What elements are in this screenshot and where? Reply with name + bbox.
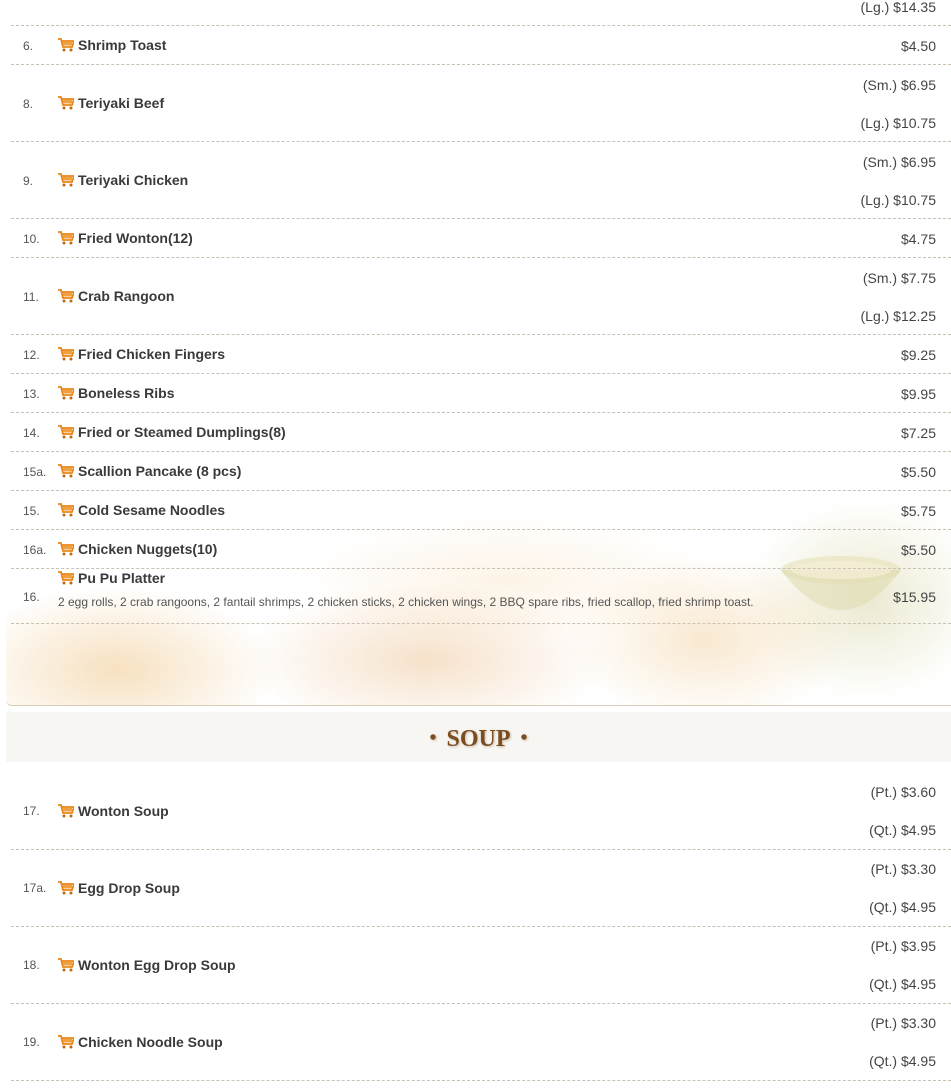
item-name[interactable] [58,502,225,518]
item-price-quart: (Qt.) $4.95 [869,822,936,838]
item-name[interactable] [58,346,225,362]
item-price-large: (Lg.) $10.75 [860,192,936,208]
item-name[interactable] [58,957,236,973]
shopping-cart-icon[interactable] [58,96,74,110]
item-name-label: Cold Sesame Noodles [78,502,226,518]
item-name[interactable] [58,230,193,246]
shopping-cart-icon[interactable] [58,1035,74,1049]
menu-row-boneless-ribs [11,374,951,413]
item-number: 10. [23,232,40,246]
item-price-quart: (Qt.) $4.95 [869,1053,936,1069]
item-price-quart: (Qt.) $4.95 [869,899,936,915]
shopping-cart-icon[interactable] [58,425,74,439]
item-number: 16. [23,590,40,604]
item-price-pint: (Pt.) $3.30 [870,1015,936,1031]
shopping-cart-icon[interactable] [58,38,74,52]
item-number: 9. [23,174,34,188]
item-name-label: Chicken Noodle Soup [78,1034,223,1050]
item-name[interactable] [58,463,241,479]
item-price: $5.50 [900,542,936,558]
item-number: 18. [23,958,40,972]
appetizer-list [11,0,951,624]
list-item [11,0,951,26]
item-name-label: Teriyaki Beef [78,95,165,111]
shopping-cart-icon[interactable] [58,503,74,517]
item-price: (Lg.) $14.35 [860,0,936,15]
shopping-cart-icon[interactable] [58,542,74,556]
item-number: 17a. [23,881,47,895]
menu-row-dumplings [11,413,951,452]
item-name-label: Pu Pu Platter [78,570,166,586]
item-name[interactable] [58,803,169,819]
item-name-label: Wonton Egg Drop Soup [78,957,236,973]
item-description: 2 egg rolls, 2 crab rangoons, 2 fantail shrimps, 2 chicken sticks, 2 chicken wings, 2 BBQ spare ribs, fried scallop, fried shrimp toast. [58,595,754,609]
item-name-label: Wonton Soup [78,803,169,819]
item-name[interactable] [58,570,165,586]
item-price: $5.50 [900,464,936,480]
shopping-cart-icon[interactable] [58,881,74,895]
item-name-label: Fried Wonton(12) [78,230,193,246]
item-number: 16a. [23,543,47,557]
shopping-cart-icon[interactable] [58,386,74,400]
item-price-large: (Lg.) $12.25 [860,308,936,324]
item-price: $5.75 [900,503,936,519]
item-name[interactable] [58,95,164,111]
item-name-label: Fried or Steamed Dumplings(8) [78,424,286,440]
item-price: $9.25 [900,347,936,363]
item-name[interactable] [58,424,286,440]
item-price-small: (Sm.) $7.75 [862,270,936,286]
item-number: 13. [23,387,40,401]
item-number: 15a. [23,465,47,479]
shopping-cart-icon[interactable] [58,958,74,972]
item-number: 14. [23,426,40,440]
item-name-label: Fried Chicken Fingers [78,346,226,362]
shopping-cart-icon[interactable] [58,173,74,187]
item-name[interactable] [58,37,166,53]
section-header-soup [6,712,951,762]
menu-row-teriyaki-beef [11,65,951,142]
item-name[interactable] [58,385,174,401]
menu-row-wonton-soup [11,773,951,850]
item-name-label: Chicken Nuggets(10) [78,541,218,557]
item-name[interactable] [58,1034,223,1050]
item-name-label: Egg Drop Soup [78,880,180,896]
menu-row-teriyaki-chicken [11,142,951,219]
item-number: 8. [23,97,34,111]
menu-row-cold-sesame-noodles [11,491,951,530]
menu-row-chicken-nuggets [11,530,951,569]
item-price: $7.25 [900,425,936,441]
bullet-left: • [429,727,437,749]
shopping-cart-icon[interactable] [58,347,74,361]
menu-row-fried-chicken-fingers [11,335,951,374]
shopping-cart-icon[interactable] [58,571,74,585]
item-price-quart: (Qt.) $4.95 [869,976,936,992]
shopping-cart-icon[interactable] [58,464,74,478]
item-price: $4.75 [900,231,936,247]
item-price-large: (Lg.) $10.75 [860,115,936,131]
item-price-small: (Sm.) $6.95 [862,77,936,93]
menu-row-wonton-egg-drop-soup [11,927,951,1004]
item-price-small: (Sm.) $6.95 [862,154,936,170]
menu-row-fried-wonton [11,219,951,258]
item-number: 6. [23,39,34,53]
item-price-pint: (Pt.) $3.95 [870,938,936,954]
item-name-label: Crab Rangoon [78,288,175,304]
item-name[interactable] [58,288,174,304]
menu-row-crab-rangoon [11,258,951,335]
shopping-cart-icon[interactable] [58,231,74,245]
item-name[interactable] [58,541,217,557]
item-price-pint: (Pt.) $3.30 [870,861,936,877]
menu-row-shrimp-toast [11,26,951,65]
item-name-label: Teriyaki Chicken [78,172,189,188]
soup-list [11,773,951,1081]
item-number: 17. [23,804,40,818]
item-name[interactable] [58,880,180,896]
item-price: $9.95 [900,386,936,402]
item-name[interactable] [58,172,188,188]
item-price: $4.50 [900,38,936,54]
item-name-label: Scallion Pancake (8 pcs) [78,463,242,479]
menu-row-pu-pu-platter [11,569,951,624]
item-number: 12. [23,348,40,362]
section-title: SOUP [446,726,511,752]
bullet-right: • [520,727,528,749]
item-name-label: Boneless Ribs [78,385,175,401]
item-name-label: Shrimp Toast [78,37,167,53]
shopping-cart-icon[interactable] [58,289,74,303]
item-price-pint: (Pt.) $3.60 [870,784,936,800]
shopping-cart-icon[interactable] [58,804,74,818]
menu-row-chicken-noodle-soup [11,1004,951,1081]
menu-row-scallion-pancake [11,452,951,491]
menu-row-egg-drop-soup [11,850,951,927]
item-number: 19. [23,1035,40,1049]
item-number: 11. [23,290,39,304]
item-number: 15. [23,504,40,518]
item-price: $15.95 [893,589,936,605]
